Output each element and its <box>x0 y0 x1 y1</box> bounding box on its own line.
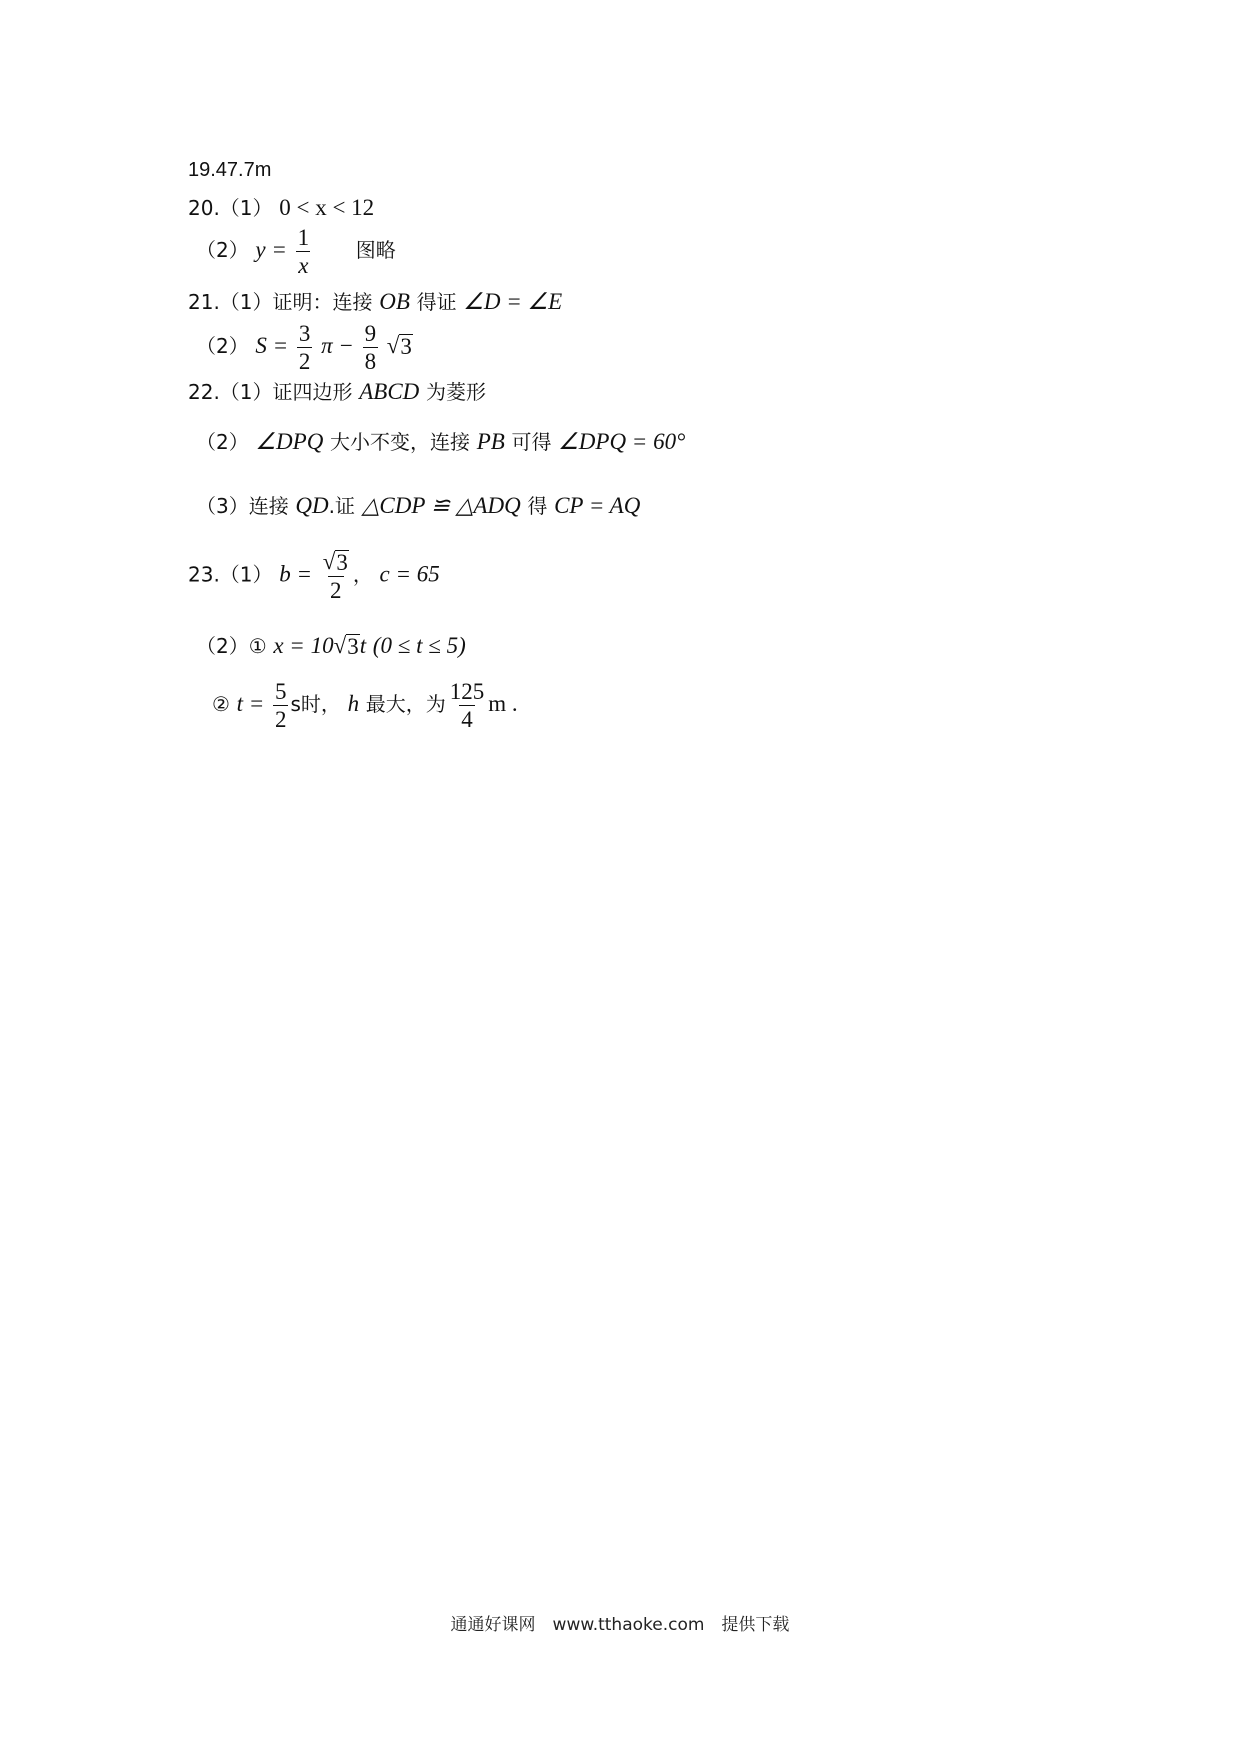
fraction <box>296 226 312 277</box>
fraction-denominator: 8 <box>364 349 377 374</box>
math-expression: c = 65 <box>379 561 440 587</box>
math-expression: (0 ≤ t ≤ 5) <box>372 633 466 658</box>
fraction-numerator: 5 <box>274 679 287 704</box>
fraction-numerator <box>321 550 351 576</box>
math-expression: b = <box>279 561 312 587</box>
radicand: 3 <box>336 550 348 575</box>
math-expression: 0 < x < 12 <box>279 195 375 220</box>
part-label: （2） <box>196 238 249 262</box>
variable: t <box>359 633 367 658</box>
answer-20-part1 <box>188 196 374 219</box>
part-label: （3） <box>196 494 249 518</box>
variable: h <box>347 691 360 716</box>
part-label: （2） <box>196 430 249 454</box>
note-text: 图略 <box>355 238 396 262</box>
part-label: （2）① <box>196 634 267 658</box>
text: 可得 <box>511 430 552 454</box>
fraction-denominator: 2 <box>330 578 342 603</box>
answer-23-part3 <box>212 680 518 731</box>
math-expression: ∠D = ∠E <box>463 289 563 314</box>
fraction <box>448 680 487 731</box>
math-expression: △CDP ≌ △ADQ <box>361 493 521 518</box>
answer-20-part2 <box>196 226 396 277</box>
text: 为菱形 <box>425 380 486 404</box>
square-root <box>323 550 349 574</box>
answer-21-part1 <box>188 290 562 313</box>
fraction-denominator: 2 <box>298 349 311 374</box>
part-label: （2） <box>196 334 249 358</box>
math-expression: ∠DPQ <box>255 429 324 454</box>
question-number: 22.（1） <box>188 380 273 404</box>
text: 大小不变，连接 <box>330 430 470 454</box>
math-expression: PB <box>476 429 505 454</box>
answer-22-part1 <box>188 380 486 403</box>
math-expression: x = 10 <box>273 633 334 658</box>
fraction-numerator: 125 <box>449 679 485 704</box>
text: 连接 <box>248 494 289 518</box>
answer-23-part1 <box>188 550 440 602</box>
text: .证 <box>328 494 356 518</box>
radicand: 3 <box>400 334 412 359</box>
text: 证四边形 <box>272 380 353 404</box>
question-number: 21.（1） <box>188 290 273 314</box>
math-expression: QD <box>295 493 329 518</box>
square-root <box>334 634 360 658</box>
text: 证明：连接 <box>272 290 373 314</box>
page-footer: 通通好课网 www.tthaoke.com 提供下载 <box>450 1615 790 1635</box>
math-expression: ABCD <box>359 379 420 404</box>
radical-sign-icon: √ <box>322 549 336 574</box>
text: s时， <box>290 692 341 716</box>
fraction-numerator: 3 <box>298 321 311 346</box>
radical-sign-icon: √ <box>386 333 400 358</box>
answer-23-part2 <box>196 634 466 658</box>
math-expression: S = <box>255 333 289 358</box>
answer-22-part2 <box>196 430 685 453</box>
math-expression: π − <box>321 333 354 358</box>
math-expression: ∠DPQ = 60° <box>558 429 686 454</box>
text: 得 <box>527 494 548 518</box>
radicand: 3 <box>347 634 359 659</box>
fraction <box>297 322 313 373</box>
answer-22-part3 <box>196 494 640 517</box>
fraction-denominator: 4 <box>461 707 473 732</box>
answer-19: 19.47.7m <box>188 159 272 181</box>
math-expression: t = <box>236 691 265 716</box>
fraction-numerator: 1 <box>297 225 310 250</box>
question-number: 20.（1） <box>188 196 273 220</box>
fraction-denominator <box>296 251 310 277</box>
question-number: 23.（1） <box>188 562 273 587</box>
answer-21-part2 <box>196 322 413 373</box>
square-root <box>387 334 413 358</box>
fraction <box>273 680 289 731</box>
circled-number: ② <box>212 692 230 716</box>
text: 最大，为 <box>365 692 446 716</box>
unit: m . <box>488 691 518 716</box>
variable: x <box>298 253 309 278</box>
math-expression: CP = AQ <box>554 493 641 518</box>
math-expression: y = <box>255 237 287 262</box>
fraction <box>363 322 379 373</box>
radical-sign-icon: √ <box>333 633 347 658</box>
fraction <box>321 550 351 602</box>
math-expression: OB <box>379 289 410 314</box>
fraction-numerator: 9 <box>364 321 377 346</box>
separator: ， <box>352 562 373 587</box>
text: 得证 <box>416 290 457 314</box>
fraction-denominator: 2 <box>274 707 287 732</box>
